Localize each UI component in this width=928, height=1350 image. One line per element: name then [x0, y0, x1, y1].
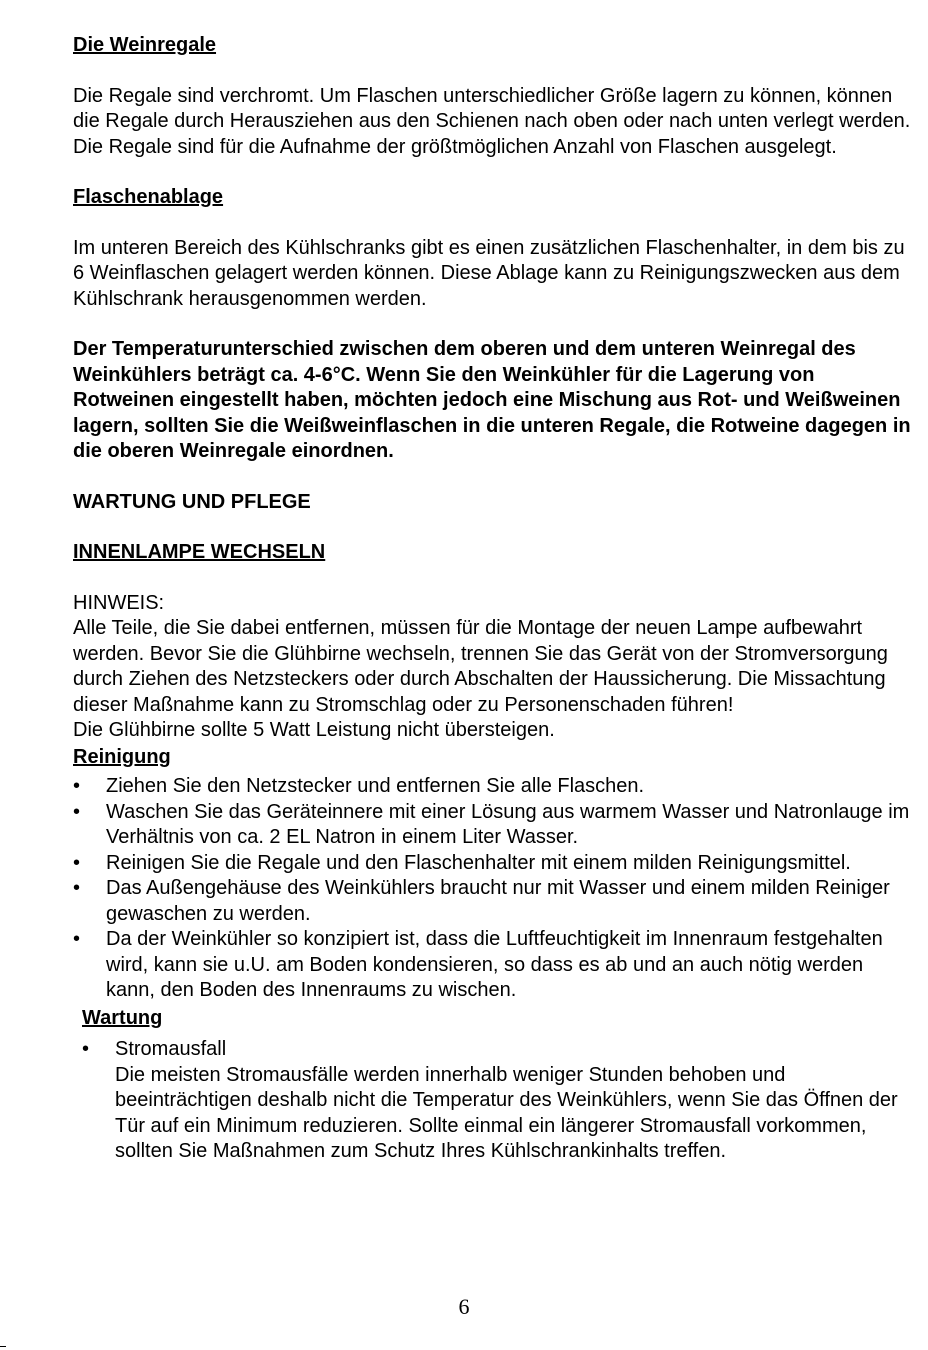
- document-page: [73, 33, 913, 1165]
- paragraph-innenlampe: Alle Teile, die Sie dabei entfernen, müssen für die Montage der neuen Lampe aufbewahrt werden. Bevor Sie die Glühbirne wechseln, trennen Sie das Gerät von der Stromversorgung durch Ziehen des Netzsteckers oder durch Abschalten der Haussicherung. Die Missachtung dieser Maßnahme kann zu Stromschlag oder zu Personenschaden führen!: [73, 617, 888, 716]
- page-number: 6: [458, 1294, 470, 1319]
- wartung-section: [82, 1006, 913, 1165]
- list-item-text: Reinigen Sie die Regale und den Flaschenhalter mit einem milden Reinigungsmittel.: [106, 851, 851, 874]
- bullet-icon: •: [73, 800, 81, 823]
- bullet-icon: •: [73, 928, 81, 950]
- heading-reinigung: Reinigung: [73, 745, 171, 768]
- list-item: [73, 927, 913, 1004]
- corner-mark: [0, 1346, 6, 1347]
- list-item-text: Ziehen Sie den Netzstecker und entfernen Sie alle Flaschen.: [106, 775, 645, 797]
- paragraph-flaschenablage: Im unteren Bereich des Kühlschranks gibt es einen zusätzlichen Flaschenhalter, in dem bis zu 6 Weinflaschen gelagert werden können. Diese Ablage kann zu Reinigungszwecken aus dem Kühlschrank herausgenommen werden.: [73, 236, 905, 310]
- bullet-icon: •: [82, 1038, 90, 1060]
- heading-innenlampe: INNENLAMPE WECHSELN: [73, 541, 326, 563]
- hinweis-label: HINWEIS:: [73, 591, 165, 614]
- list-item: [73, 876, 913, 927]
- list-item: [73, 774, 913, 800]
- list-item: [73, 800, 913, 851]
- wartung-list: [82, 1037, 913, 1165]
- heading-wartung-und-pflege: WARTUNG UND PFLEGE: [73, 490, 311, 513]
- list-item-text: Da der Weinkühler so konzipiert ist, dass die Luftfeuchtigkeit im Innenraum festgehalten wird, kann sie u.U. am Boden kondensieren, so dass es ab und an auch nötig werden kann, den Boden des Innenraums zu wischen.: [106, 928, 883, 1001]
- heading-flaschenablage: Flaschenablage: [73, 186, 224, 208]
- bullet-icon: •: [73, 775, 81, 797]
- list-item-text: Waschen Sie das Geräteinnere mit einer Lösung aus warmem Wasser und Natronlauge im Verhältnis von ca. 2 EL Natron in einem Liter Wasser.: [106, 800, 910, 848]
- list-item: [82, 1037, 913, 1165]
- paragraph-weinregale: Die Regale sind verchromt. Um Flaschen unterschiedlicher Größe lagern zu können, können die Regale durch Herausziehen aus den Schienen nach oben oder nach unten verlegt werden. Die Regale sind für die Aufnahme der größtmöglichen Anzahl von Flaschen ausgelegt.: [73, 84, 911, 158]
- list-item-text: Das Außengehäuse des Weinkühlers braucht nur mit Wasser und einem milden Reiniger gewaschen zu werden.: [106, 877, 890, 925]
- heading-weinregale: Die Weinregale: [73, 34, 217, 56]
- heading-wartung: Wartung: [82, 1006, 163, 1029]
- list-item-title: Stromausfall: [115, 1038, 227, 1060]
- reinigung-list: [73, 774, 913, 1004]
- temperature-note: Der Temperaturunterschied zwischen dem oberen und dem unteren Weinregal des Weinkühlers beträgt ca. 4-6°C. Wenn Sie den Weinkühler für die Lagerung von Rotweinen eingestellt haben, möchten jedoch eine Mischung aus Rot- und Weißweinen lagern, sollten Sie die Weißweinflaschen in die unteren Regale, die Rotweine dagegen in die oberen Weinregale einordnen.: [73, 338, 911, 462]
- bullet-icon: •: [73, 877, 81, 899]
- list-item-text: Die meisten Stromausfälle werden innerhalb weniger Stunden behoben und beeinträchtigen deshalb nicht die Temperatur des Weinkühlers, wenn Sie das Öffnen der Tür auf ein Minimum reduzieren. Sollte einmal ein längerer Stromausfall vorkommen, sollten Sie Maßnahmen zum Schutz Ihres Kühlschrankinhalts treffen.: [115, 1063, 898, 1162]
- list-item: [73, 851, 913, 877]
- bullet-icon: •: [73, 851, 81, 874]
- paragraph-gluehbirne: Die Glühbirne sollte 5 Watt Leistung nicht übersteigen.: [73, 719, 555, 741]
